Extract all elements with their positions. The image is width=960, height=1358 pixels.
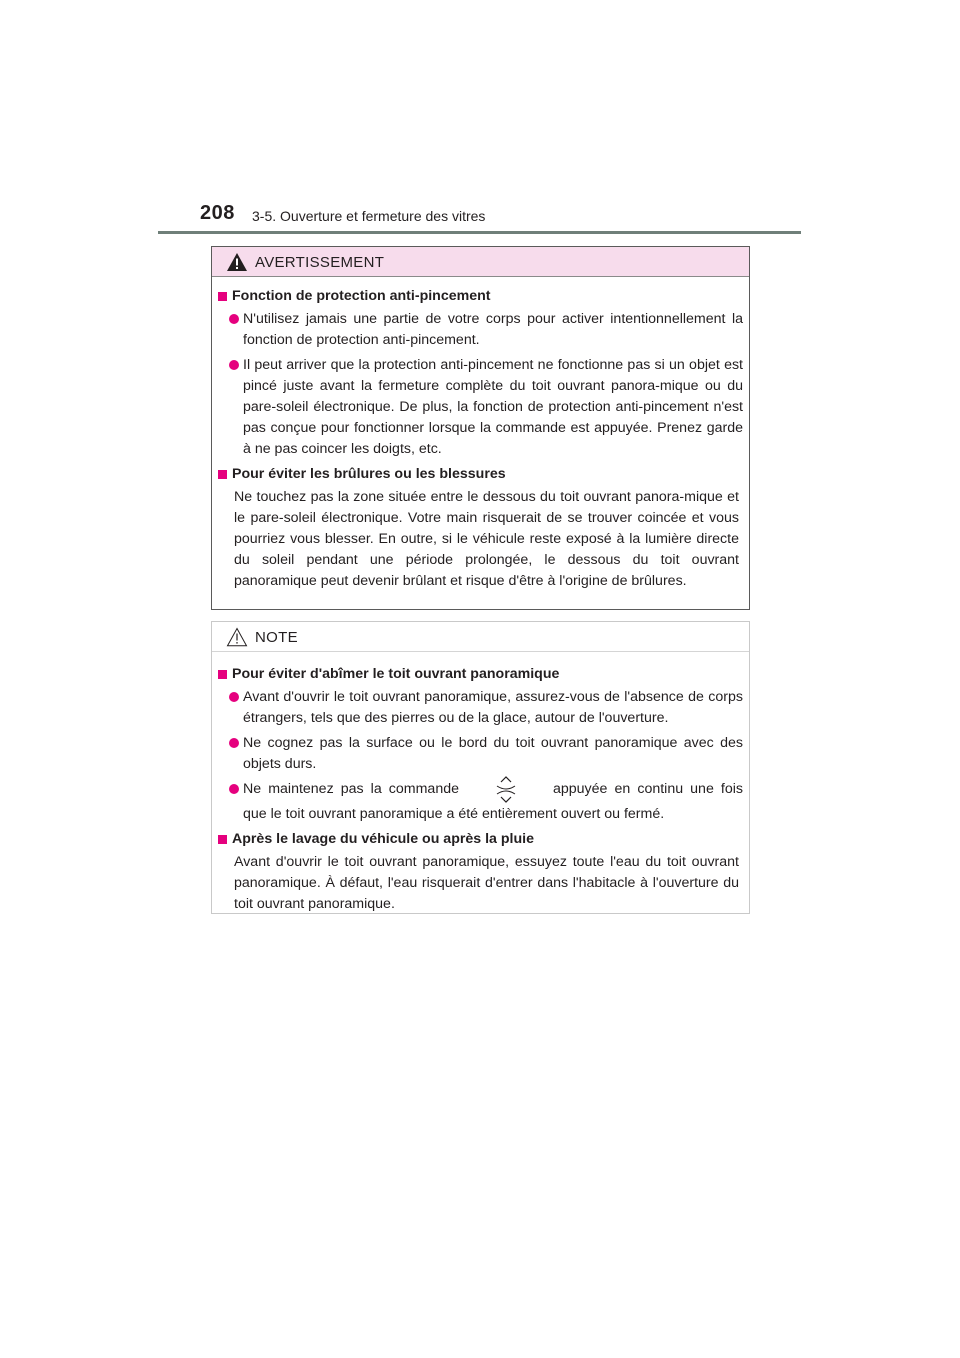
square-bullet-icon — [218, 292, 227, 301]
list-item-text-end: appuyée en continu une fois que le toit ouvrant panoramique a été entièrement ouvert ou fermé. — [243, 781, 743, 822]
list-item — [229, 355, 743, 460]
caution-triangle-outline-icon — [226, 627, 248, 647]
section-title: 3-5. Ouverture et fermeture des vitres — [252, 208, 486, 224]
paragraph: Ne touchez pas la zone située entre le dessous du toit ouvrant panora-mique et le pare-soleil électronique. Votre main risquerait de se trouver coincée et vous pourriez vous blesser. En outre, si le véhicule reste exposé à la lumière directe du soleil pendant une période prolongée, le dessous du toit ouvrant panoramique peut devenir brûlant et risque d'être à l'origine de brûlures. — [234, 489, 739, 589]
tilt-switch-icon — [493, 774, 519, 804]
warning-box — [211, 246, 750, 610]
list-item — [229, 779, 743, 825]
warning-title: AVERTISSEMENT — [255, 254, 385, 271]
list-item-text: Il peut arriver que la protection anti-pincement ne fonctionne pas si un objet est pincé juste avant la fermeture complète du toit ouvrant panora-mique ou du pare-soleil électronique. De plus, la fonction de protection anti-pincement n'est pas conçue pour fonctionner lorsque la commande est appuyée. Prenez garde à ne pas coincer les doigts, etc. — [243, 357, 743, 457]
section-heading — [217, 464, 743, 485]
list-item — [229, 687, 743, 729]
section-heading — [217, 829, 743, 850]
list-item — [229, 733, 743, 775]
round-bullet-icon — [229, 784, 239, 794]
page-header — [0, 0, 960, 240]
list-item-text — [243, 779, 743, 825]
note-box-header — [212, 622, 749, 652]
round-bullet-icon — [229, 360, 239, 370]
round-bullet-icon — [229, 314, 239, 324]
round-bullet-icon — [229, 738, 239, 748]
warning-body — [212, 277, 749, 592]
header-rule — [158, 231, 801, 234]
note-title: NOTE — [255, 629, 298, 646]
square-bullet-icon — [218, 670, 227, 679]
note-body — [212, 652, 749, 915]
section-heading — [217, 664, 743, 685]
list-item-text-start: Ne maintenez pas la commande — [243, 781, 459, 797]
list-item-text: N'utilisez jamais une partie de votre corps pour activer intentionnellement la fonction de protection anti-pincement. — [243, 311, 743, 348]
list-item-text: Avant d'ouvrir le toit ouvrant panoramique, assurez-vous de l'absence de corps étrangers, tels que des pierres ou de la glace, autour de l'ouverture. — [243, 689, 743, 726]
square-bullet-icon — [218, 470, 227, 479]
page-number: 208 — [200, 202, 235, 224]
heading-text: Pour éviter les brûlures ou les blessures — [232, 466, 506, 482]
paragraph: Avant d'ouvrir le toit ouvrant panoramique, essuyez toute l'eau du toit ouvrant panoramique. À défaut, l'eau risquerait d'entrer dans l'habitacle à l'ouverture du toit ouvrant panoramique. — [234, 854, 739, 912]
heading-text: Après le lavage du véhicule ou après la pluie — [232, 831, 534, 847]
list-item-text: Ne cognez pas la surface ou le bord du toit ouvrant panoramique avec des objets durs. — [243, 735, 743, 772]
warning-box-header — [212, 247, 749, 277]
heading-text: Fonction de protection anti-pincement — [232, 288, 491, 304]
note-box — [211, 621, 750, 914]
list-item — [229, 309, 743, 351]
round-bullet-icon — [229, 692, 239, 702]
section-heading — [217, 286, 743, 307]
heading-text: Pour éviter d'abîmer le toit ouvrant panoramique — [232, 666, 560, 682]
square-bullet-icon — [218, 835, 227, 844]
warning-triangle-icon — [226, 252, 248, 272]
